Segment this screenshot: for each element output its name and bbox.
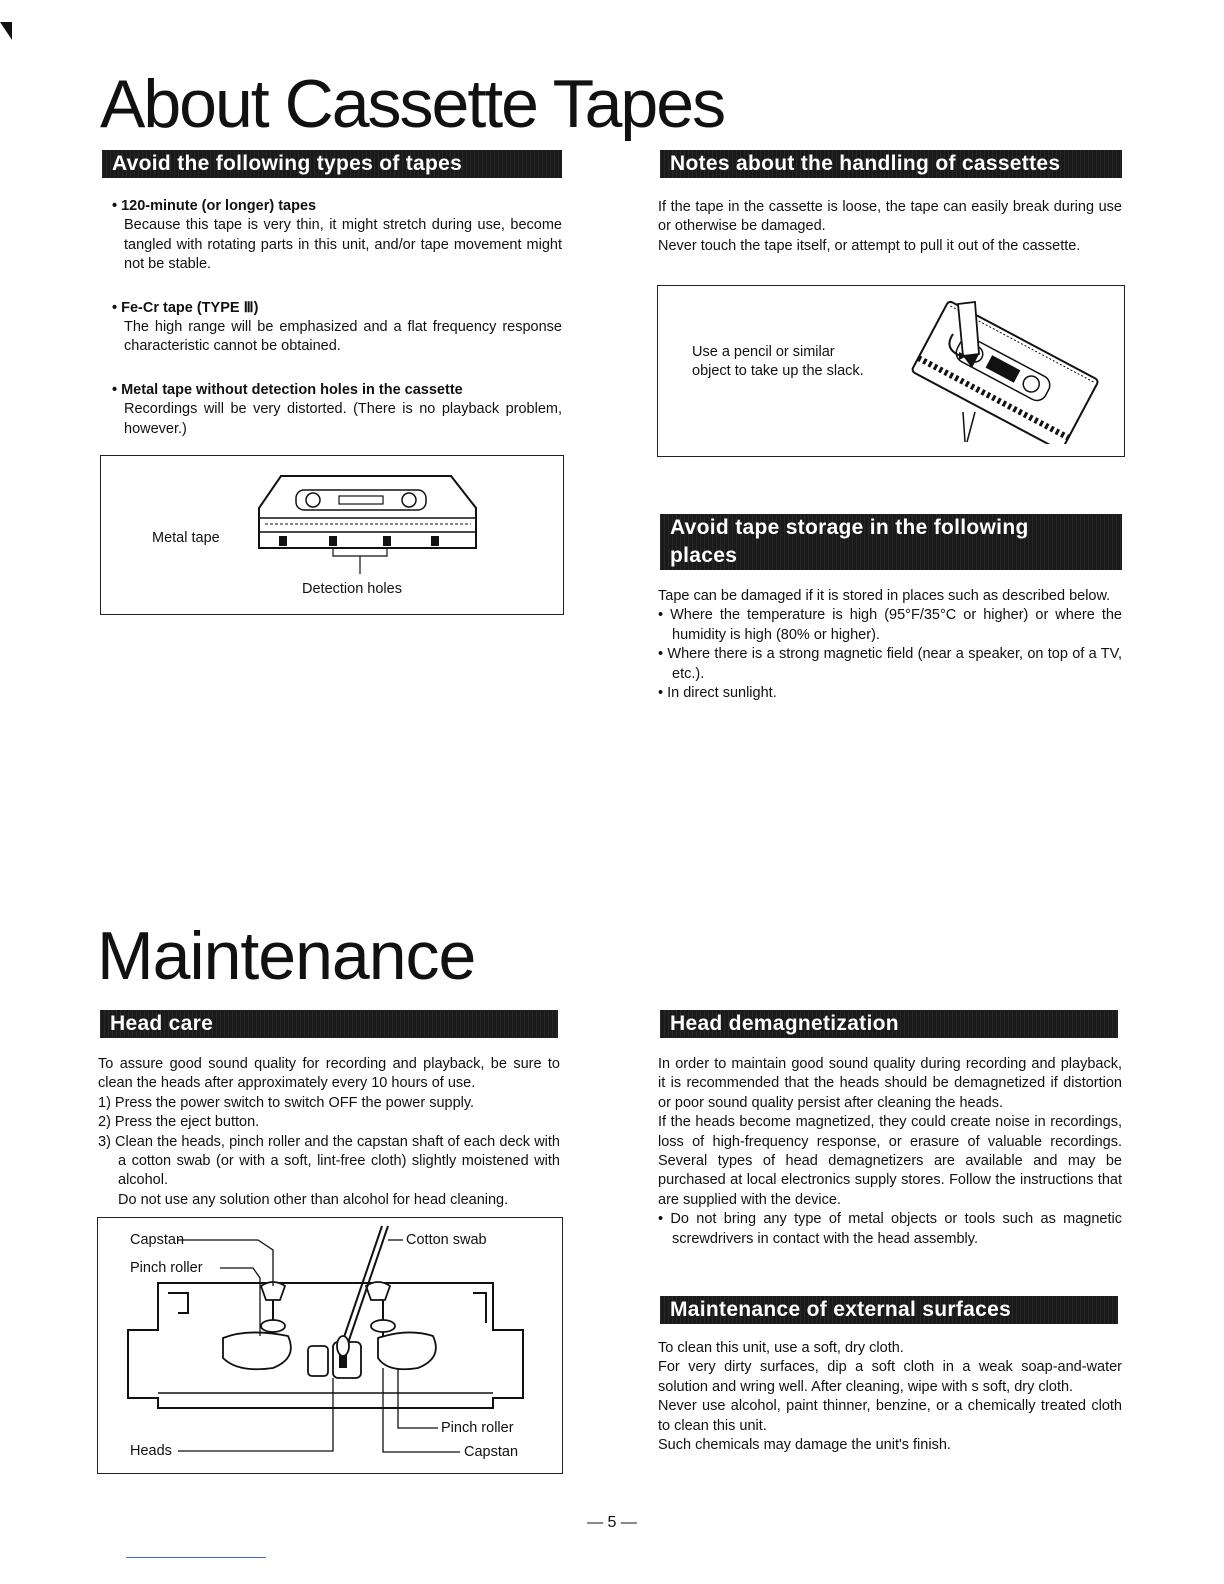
external-paragraph-4: Such chemicals may damage the unit's finish. xyxy=(658,1437,951,1454)
section-heading-handling: Notes about the handling of cassettes xyxy=(660,150,1122,178)
label-cotton-swab: Cotton swab xyxy=(406,1232,487,1248)
item-title-metal: • Metal tape without detection holes in the cassette xyxy=(112,381,463,398)
item-text-120min: Because this tape is very thin, it might stretch during use, become tangled with rotating parts in this unit, and/or tape movement might not be stable. xyxy=(124,217,562,273)
item-text-fecr: The high range will be emphasized and a flat frequency response characteristic cannot be obtained. xyxy=(124,319,562,355)
metal-tape-label: Metal tape xyxy=(152,530,220,546)
head-care-step-2: 2) Press the eject button. xyxy=(98,1114,260,1131)
demag-text xyxy=(658,1055,1122,1249)
label-pinch-roller-bottom: Pinch roller xyxy=(441,1420,514,1436)
pencil-instruction: Use a pencil or similar object to take up the slack. xyxy=(692,344,864,380)
head-care-step-3: 3) Clean the heads, pinch roller and the capstan shaft of each deck with a cotton swab (or with a soft, lint-free cloth) slightly moistened with alcohol. xyxy=(98,1133,560,1189)
storage-bullet-3: • In direct sunlight. xyxy=(658,685,777,702)
page-number: — 5 — xyxy=(587,1514,637,1531)
head-care-figure xyxy=(97,1217,563,1474)
footer-rule xyxy=(126,1557,266,1558)
storage-heading-line-1: Avoid tape storage in the following xyxy=(670,516,1029,539)
cassette-side-icon xyxy=(251,468,491,588)
storage-text xyxy=(658,587,1122,703)
section-heading-demag: Head demagnetization xyxy=(660,1010,1118,1038)
storage-heading-line-2: places xyxy=(670,544,738,567)
avoid-types-list xyxy=(112,197,562,439)
external-paragraph-3: Never use alcohol, paint thinner, benzine, or a chemically treated cloth to clean this unit. xyxy=(658,1398,1122,1434)
demag-bullet: • Do not bring any type of metal objects or tools such as magnetic screwdrivers in contact with the head assembly. xyxy=(658,1211,1122,1247)
pencil-figure xyxy=(657,285,1125,457)
page-title-about: About Cassette Tapes xyxy=(100,66,725,142)
label-capstan-bottom: Capstan xyxy=(464,1444,519,1460)
demag-paragraph-1: In order to maintain good sound quality during recording and playback, it is recommended that the heads should be demagnetized if distortion or poor sound quality persist after cleaning the heads. xyxy=(658,1056,1122,1111)
handling-text xyxy=(658,198,1122,256)
head-care-text xyxy=(98,1055,560,1210)
item-title-fecr: • Fe-Cr tape (TYPE Ⅲ) xyxy=(112,299,259,316)
label-heads: Heads xyxy=(130,1443,172,1459)
storage-bullet-2: • Where there is a strong magnetic field (near a speaker, on top of a TV, etc.). xyxy=(658,646,1122,682)
storage-intro: Tape can be damaged if it is stored in places such as described below. xyxy=(658,588,1111,604)
external-paragraph-1: To clean this unit, use a soft, dry cloth. xyxy=(658,1340,904,1356)
demag-paragraph-2: If the heads become magnetized, they could create noise in recordings, loss of high-frequency response, or erasure of valuable recordings. Several types of head demagnetizers are available and may be purchased at local electronics supply stores. Follow the instructions that are supplied with the device. xyxy=(658,1114,1122,1208)
section-heading-storage xyxy=(660,514,1122,570)
section-heading-head-care: Head care xyxy=(100,1010,558,1038)
external-text xyxy=(658,1339,1122,1455)
section-heading-avoid-types: Avoid the following types of tapes xyxy=(102,150,562,178)
head-care-step-1: 1) Press the power switch to switch OFF the power supply. xyxy=(98,1094,475,1111)
storage-bullet-1: • Where the temperature is high (95°F/35°C or higher) or where the humidity is high (80% or higher). xyxy=(658,607,1122,643)
cassette-pencil-icon xyxy=(903,294,1103,444)
handling-paragraph-1: If the tape in the cassette is loose, the tape can easily break during use or otherwise be damaged. xyxy=(658,199,1122,235)
head-care-note: Do not use any solution other than alcohol for head cleaning. xyxy=(118,1191,509,1208)
external-paragraph-2: For very dirty surfaces, dip a soft cloth in a weak soap-and-water solution and wring well. After cleaning, wipe with s soft, dry cloth. xyxy=(658,1359,1122,1395)
item-title-120min: • 120-minute (or longer) tapes xyxy=(112,198,317,214)
metal-tape-figure xyxy=(100,455,564,615)
item-text-metal: Recordings will be very distorted. (There is no playback problem, however.) xyxy=(124,401,562,437)
label-pinch-roller-top: Pinch roller xyxy=(130,1260,203,1276)
detection-holes-label: Detection holes xyxy=(302,581,402,597)
handling-paragraph-2: Never touch the tape itself, or attempt to pull it out of the cassette. xyxy=(658,237,1081,254)
section-heading-external: Maintenance of external surfaces xyxy=(660,1296,1118,1324)
label-capstan-top: Capstan xyxy=(130,1232,185,1248)
head-care-intro: To assure good sound quality for recording and playback, be sure to clean the heads after approximately every 10 hours of use. xyxy=(98,1056,560,1092)
registration-mark xyxy=(0,22,12,40)
page-title-maintenance: Maintenance xyxy=(97,918,476,994)
